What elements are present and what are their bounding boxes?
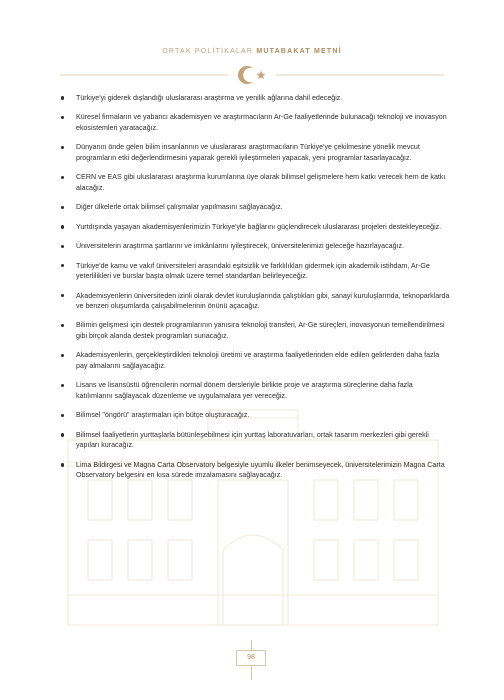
list-item-text: Akademisyenlerin üniversiteden izinli olarak devlet kuruluşlarında çalıştıkları gibi, sanayi kuruluşlarında, teknoparklarda ve benzeri oluşumlarda çalışabilmelerinin önünü açacağız. xyxy=(76,291,450,311)
bullet-icon xyxy=(61,433,64,436)
list-item-text: Lima Bildirgesi ve Magna Carta Observatory belgesiyle uyumlu ilkeler benimseyecek, üniversitelerimizin Magna Carta Observatory belgesini en kısa sürede imzalamasını sağlayacağız. xyxy=(76,460,445,480)
list-item xyxy=(58,93,450,104)
bullet-list xyxy=(58,93,450,490)
bullet-icon xyxy=(61,294,64,297)
list-item xyxy=(58,142,450,163)
bullet-icon xyxy=(61,176,64,179)
list-item-text: Türkiye'de kamu ve vakıf üniversiteleri arasındaki eşitsizlik ve farklılıkları gidermek için akademik istihdam, Ar-Ge yeterlilikleri ve burslar başta olmak üzere temel standartları belirleyeceğiz. xyxy=(76,261,430,281)
header-title: MUTABAKAT METNİ xyxy=(256,48,342,55)
bullet-icon xyxy=(61,384,64,387)
bullet-icon xyxy=(61,245,64,248)
list-item xyxy=(58,261,450,282)
list-item xyxy=(58,222,450,233)
list-item xyxy=(58,430,450,451)
list-item-text: Türkiye'yi giderek dışlandığı uluslararası araştırma ve yenilik ağlarına dahil edeceğiz. xyxy=(76,94,343,102)
list-item xyxy=(58,320,450,341)
list-item-text: Yurtdışında yaşayan akademisyenlerimizin Türkiye'yle bağlarını güçlendirecek uluslararası projeleri destekleyeceğiz. xyxy=(76,222,442,231)
bullet-icon xyxy=(61,414,64,417)
list-item xyxy=(58,291,450,312)
list-item-text: Bilimin gelişmesi için destek programlarının yanısıra teknoloji transferi, Ar-Ge süreçleri, inovasyonun temellendirilmesi gibi birçok alanda destek programları sunacağız. xyxy=(76,321,445,341)
footer-rule-bottom xyxy=(251,666,252,680)
bullet-icon xyxy=(61,146,64,149)
bullet-icon xyxy=(61,225,64,228)
crescent-star-icon xyxy=(238,66,266,84)
list-item-text: Diğer ülkelerle ortak bilimsel çalışmalar yapılmasını sağlayacağız. xyxy=(76,203,283,212)
bullet-icon xyxy=(61,264,64,267)
list-item-text: Lisans ve lisansüstü öğrencilerin normal dönem dersleriyle birlikte proje ve araştırma süreçlerine daha fazla katılımlarını sağlayacak düzenleme ve uygulamalara yer vereceğiz. xyxy=(76,381,413,401)
list-item xyxy=(58,410,450,421)
list-item-text: Akademisyenlerin, gerçekleştirdikleri teknoloji üretimi ve araştırma faaliyetlerinden elde edilen gelirlerden daha fazla pay almalarını sağlayacağız. xyxy=(76,351,440,371)
list-item-text: Küresel firmaların ve yabancı akademisyen ve araştırmacıların Ar-Ge faaliyetlerinde bulunacağı teknoloji ve inovasyon ekosistemleri yaratacağız. xyxy=(76,113,447,132)
header-prefix: ORTAK POLİTİKALAR xyxy=(162,48,254,55)
footer-rule-top xyxy=(251,640,252,650)
list-item xyxy=(58,202,450,213)
page-header xyxy=(0,48,504,55)
bullet-icon xyxy=(61,206,64,209)
bullet-icon xyxy=(61,324,64,327)
bullet-icon xyxy=(61,354,64,357)
list-item xyxy=(58,460,450,481)
page-number: 98 xyxy=(236,650,266,666)
list-item-text: Bilimsel faaliyetlerin yurttaşlarla bütünleşebilmesi için yurttaş laboratuvarları, ortak tasarım merkezleri gibi gerekli yapıları kuracağız. xyxy=(76,430,429,450)
list-item xyxy=(58,241,450,252)
bullet-icon xyxy=(61,96,64,99)
list-item-text: Dünyanın önde gelen bilim insanlarının ve uluslararası araştırmacıların Türkiye'ye çekilmesine yönelik mevcut programların etki değerlendirmesini yaparak gerekli iyileştirmeleri yapacak, yeni programlar tasarlayacağız. xyxy=(76,143,420,162)
page-footer xyxy=(0,640,504,680)
list-item xyxy=(58,172,450,193)
list-item-text: Üniversitelerin araştırma şartlarını ve imkânlarını iyileştirecek, üniversitelerimizi geleceğe hazırlayacağız. xyxy=(76,242,405,251)
list-item xyxy=(58,112,450,133)
list-item xyxy=(58,350,450,371)
bullet-icon xyxy=(61,116,64,119)
bullet-icon xyxy=(61,463,64,466)
list-item-text: Bilimsel "öngörü" araştırmaları için bütçe oluşturacağız. xyxy=(76,411,250,420)
list-item xyxy=(58,380,450,401)
list-item-text: CERN ve EAS gibi uluslararası araştırma kurumlarına üye olarak bilimsel gelişmelere hem katkı verecek hem de katkı alacağız. xyxy=(76,173,446,192)
header-ornament xyxy=(60,62,444,88)
